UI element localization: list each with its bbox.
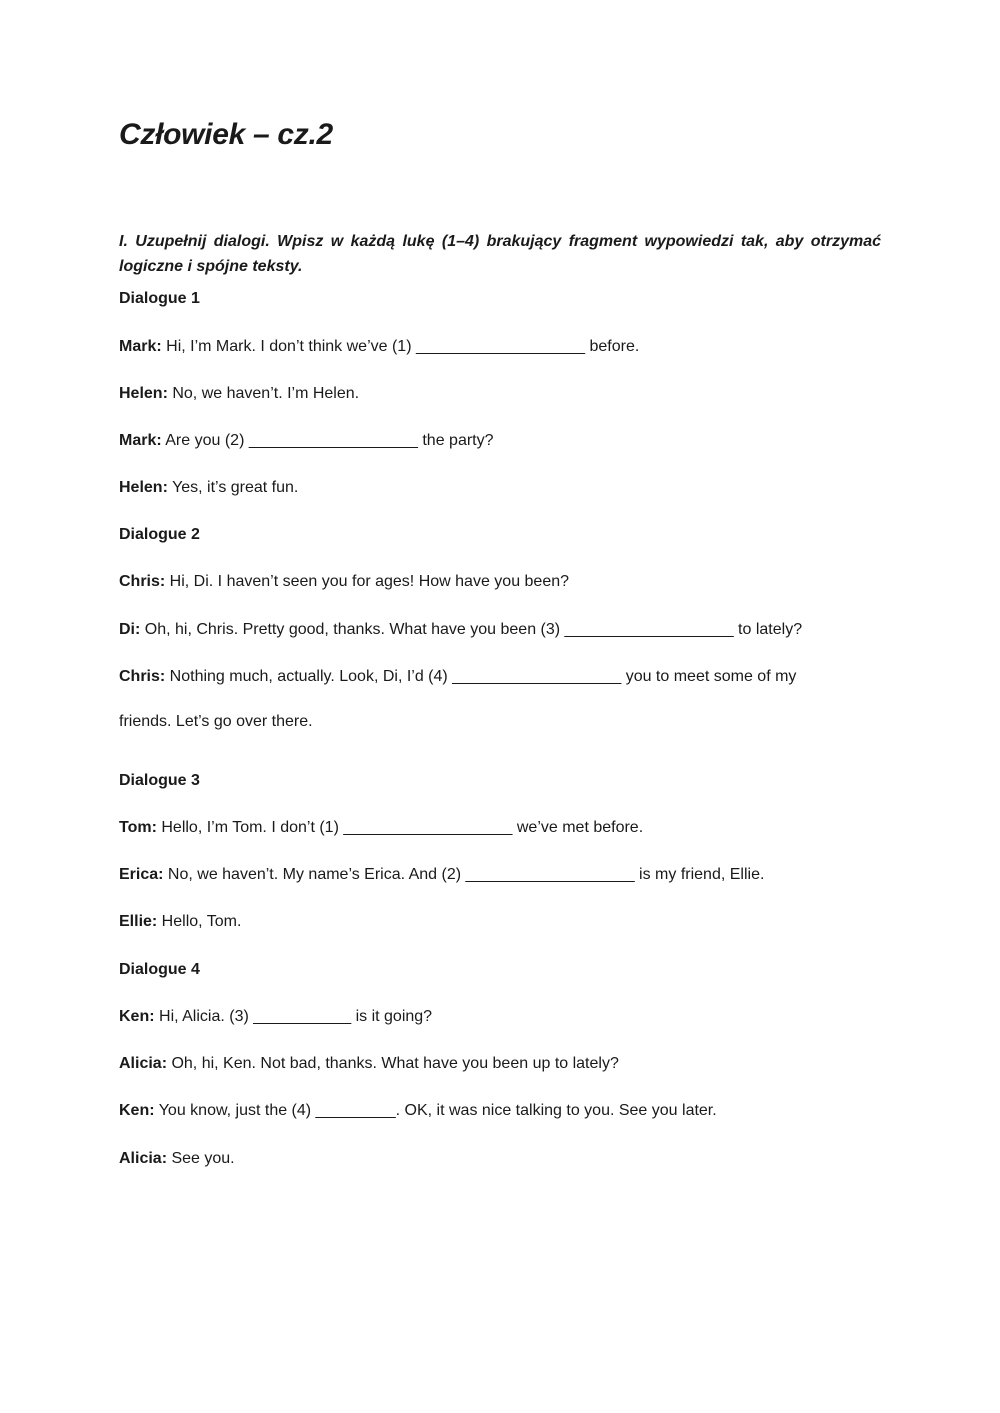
page-title: Człowiek – cz.2 — [119, 118, 333, 151]
dialogue-line — [119, 865, 764, 885]
line-text: Hello, Tom. — [157, 913, 242, 930]
speaker-label: Tom: — [119, 819, 157, 836]
line-text: Hi, Alicia. (3) ___________ is it going? — [154, 1008, 433, 1025]
line-text: friends. Let’s go over there. — [119, 713, 313, 730]
speaker-label: Helen: — [119, 385, 168, 402]
dialogue-line — [119, 1149, 235, 1169]
speaker-label: Mark: — [119, 338, 162, 355]
dialogue-line — [119, 572, 569, 592]
dialogue-line — [119, 1054, 619, 1074]
dialogue-4-heading: Dialogue 4 — [119, 961, 200, 978]
speaker-label: Erica: — [119, 866, 164, 883]
line-text: Are you (2) ___________________ the party? — [161, 432, 494, 449]
line-text: Nothing much, actually. Look, Di, I’d (4) ___________________ you to meet some of my — [165, 668, 797, 685]
line-text: See you. — [167, 1150, 235, 1167]
dialogue-line — [119, 384, 359, 404]
line-text: You know, just the (4) _________. OK, it was nice talking to you. See you later. — [154, 1102, 717, 1119]
dialogue-1-heading: Dialogue 1 — [119, 290, 200, 307]
speaker-label: Di: — [119, 621, 141, 638]
dialogue-line — [119, 337, 639, 357]
speaker-label: Chris: — [119, 573, 166, 590]
speaker-label: Ellie: — [119, 913, 158, 930]
speaker-label: Ken: — [119, 1102, 155, 1119]
dialogue-line — [119, 712, 313, 732]
dialogue-line — [119, 1101, 717, 1121]
line-text: Hi, Di. I haven’t seen you for ages! How have you been? — [165, 573, 570, 590]
line-text: Yes, it’s great fun. — [167, 479, 299, 496]
speaker-label: Chris: — [119, 668, 166, 685]
speaker-label: Ken: — [119, 1008, 155, 1025]
speaker-label: Mark: — [119, 432, 162, 449]
speaker-label: Alicia: — [119, 1150, 168, 1167]
speaker-label: Helen: — [119, 479, 168, 496]
line-text: Hi, I’m Mark. I don’t think we’ve (1) ___________________ before. — [161, 338, 640, 355]
speaker-label: Alicia: — [119, 1055, 168, 1072]
dialogue-2-heading: Dialogue 2 — [119, 526, 200, 543]
dialogue-line — [119, 912, 241, 932]
dialogue-line — [119, 620, 802, 640]
dialogue-line — [119, 431, 494, 451]
line-text: No, we haven’t. My name’s Erica. And (2) ___________________ is my friend, Ellie. — [163, 866, 765, 883]
line-text: No, we haven’t. I’m Helen. — [167, 385, 360, 402]
dialogue-line — [119, 667, 796, 687]
line-text: Hello, I’m Tom. I don’t (1) ___________________ we’ve met before. — [156, 819, 644, 836]
line-text: Oh, hi, Chris. Pretty good, thanks. What have you been (3) ___________________ to lately? — [140, 621, 803, 638]
instruction-text: I. Uzupełnij dialogi. Wpisz w każdą lukę (1–4) brakujący fragment wypowiedzi tak, aby otrzymać logiczne i spójne teksty. — [119, 233, 881, 275]
dialogue-3-heading: Dialogue 3 — [119, 772, 200, 789]
dialogue-line — [119, 818, 643, 838]
dialogue-line — [119, 478, 298, 498]
dialogue-line — [119, 1007, 432, 1027]
line-text: Oh, hi, Ken. Not bad, thanks. What have you been up to lately? — [167, 1055, 619, 1072]
